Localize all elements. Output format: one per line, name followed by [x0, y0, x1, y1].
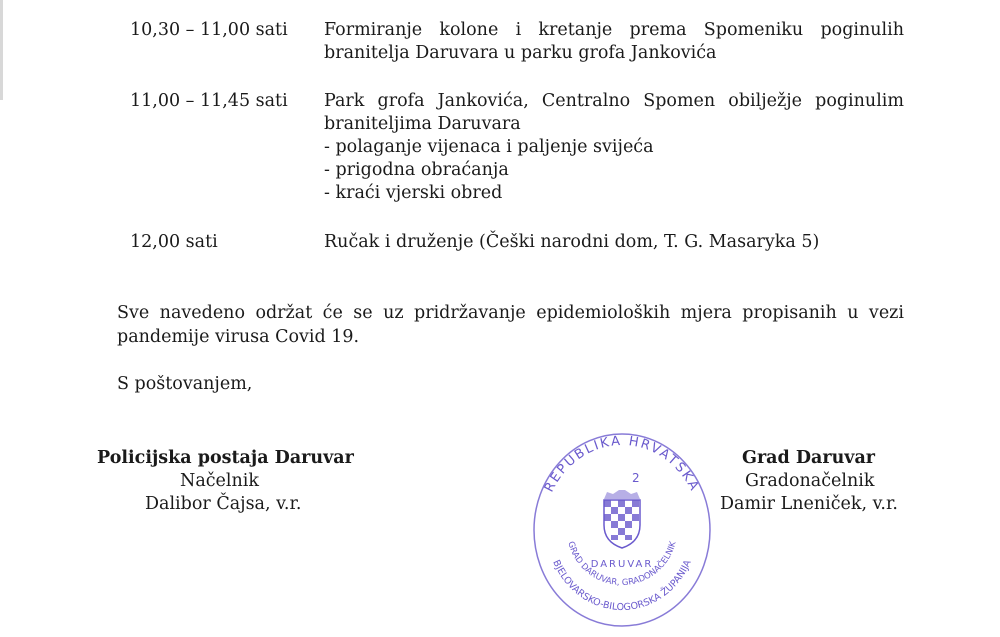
schedule-list-item: - polaganje vijenaca i paljenje svijeća	[324, 137, 654, 157]
schedule-list-item: - prigodna obraćanja	[324, 160, 509, 180]
schedule-desc-line: Formiranje kolone i kretanje prema Spomeniku poginulih	[324, 20, 904, 40]
signature-right-title: Gradonačelnik	[745, 471, 875, 491]
schedule-list-item: - kraći vjerski obred	[324, 183, 503, 203]
signature-left-org: Policijska postaja Daruvar	[97, 448, 354, 468]
page-edge	[0, 0, 3, 100]
schedule-desc-line: braniteljima Daruvara	[324, 114, 521, 134]
signature-right-org: Grad Daruvar	[742, 448, 876, 468]
schedule-desc-line: Ručak i druženje (Češki narodni dom, T. G. Masaryka 5)	[324, 232, 820, 252]
stamp-number: 2	[632, 471, 640, 485]
stamp-center-text: DARUVAR	[590, 559, 654, 570]
signature-left-title: Načelnik	[180, 471, 259, 491]
schedule-time: 12,00 sati	[130, 232, 218, 252]
schedule-time: 11,00 – 11,45 sati	[130, 91, 288, 111]
schedule-desc-line: Park grofa Jankovića, Centralno Spomen obilježje poginulim	[324, 91, 904, 111]
schedule-time: 10,30 – 11,00 sati	[130, 20, 288, 40]
coat-of-arms-icon	[604, 490, 640, 548]
schedule-desc-line: branitelja Daruvara u parku grofa Jankovića	[324, 43, 717, 63]
official-stamp	[532, 430, 712, 630]
closing: S poštovanjem,	[117, 374, 253, 394]
note-line: pandemije virusa Covid 19.	[117, 327, 360, 347]
signature-right-name: Damir Lneniček, v.r.	[720, 494, 898, 514]
note-line: Sve navedeno održat će se uz pridržavanje epidemioloških mjera propisanih u vezi	[117, 303, 904, 323]
signature-left-name: Dalibor Čajsa, v.r.	[145, 494, 302, 514]
svg-text:REPUBLIKA HRVATSKA	[542, 434, 702, 495]
stamp-inner-text: GRAD DARUVAR, GRADONAČELNIK	[565, 540, 679, 589]
stamp-bottom-text: BJELOVARSKO-BILOGORSKA ŽUPANIJA	[550, 558, 694, 614]
stamp-outer-text: REPUBLIKA HRVATSKA	[541, 433, 703, 495]
